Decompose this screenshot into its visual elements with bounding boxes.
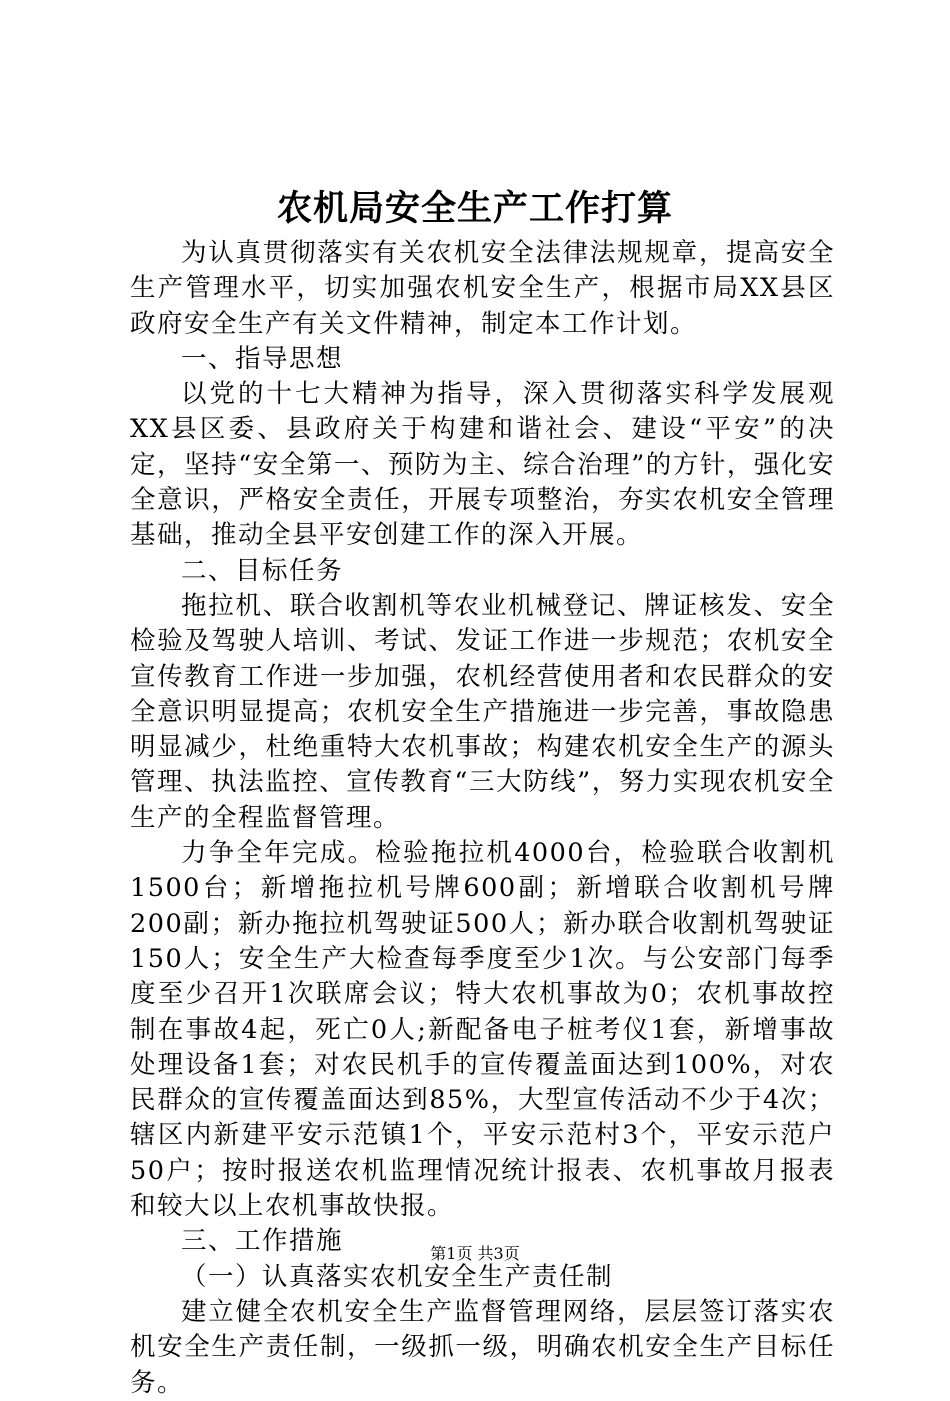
guiding-ideology-paragraph: 以党的十七大精神为指导，深入贯彻落实科学发展观XX县区委、县政府关于构建和谐社会、建设“平安”的决定，坚持“安全第一、预防为主、综合治理”的方针，强化安全意识，严格安全责任，开展专项整治，夯实农机安全管理基础，推动全县平安创建工作的深入开展。 — [130, 379, 835, 551]
annual-targets-paragraph: 力争全年完成。检验拖拉机4000台，检验联合收割机1500台；新增拖拉机号牌600副；新增联合收割机号牌200副；新办拖拉机驾驶证500人；新办联合收割机驾驶证150人；安全生产大检查每季度至少1次。与公安部门每季度至少召开1次联席会议；特大农机事故为0；农机事故控制在事故4起，死亡0人;新配备电子桩考仪1套，新增事故处理设备1套；对农民机手的宣传覆盖面达到100%，对农民群众的宣传覆盖面达到85%，大型宣传活动不少于4次；辖区内新建平安示范镇1个，平安示范村3个，平安示范户50户；按时报送农机监理情况统计报表、农机事故月报表和较大以上农机事故快报。 — [130, 838, 835, 1222]
document-body — [130, 236, 835, 1401]
goals-paragraph: 拖拉机、联合收割机等农业机械登记、牌证核发、安全检验及驾驶人培训、考试、发证工作进一步规范；农机安全宣传教育工作进一步加强，农机经营使用者和农民群众的安全意识明显提高；农机安全生产措施进一步完善，事故隐患明显减少，杜绝重特大农机事故；构建农机安全生产的源头管理、执法监控、宣传教育“三大防线”，努力实现农机安全生产的全程监督管理。 — [130, 590, 835, 833]
document-title: 农机局安全生产工作打算 — [276, 188, 673, 229]
section-heading-guiding-ideology: 一、指导思想 — [181, 343, 344, 374]
intro-paragraph: 为认真贯彻落实有关农机安全法律法规规章，提高安全生产管理水平，切实加强农机安全生产，根据市局XX县区政府安全生产有关文件精神，制定本工作计划。 — [130, 238, 835, 339]
page-indicator: 第1页 共3页 — [430, 1244, 520, 1263]
responsibility-paragraph: 建立健全农机安全生产监督管理网络，层层签订落实农机安全生产责任制，一级抓一级，明确农机安全生产目标任务。 — [130, 1296, 835, 1398]
subsection-heading-responsibility: （一）认真落实农机安全生产责任制 — [181, 1261, 614, 1292]
section-heading-measures: 三、工作措施 — [181, 1226, 344, 1257]
section-heading-goals: 二、目标任务 — [181, 555, 344, 586]
